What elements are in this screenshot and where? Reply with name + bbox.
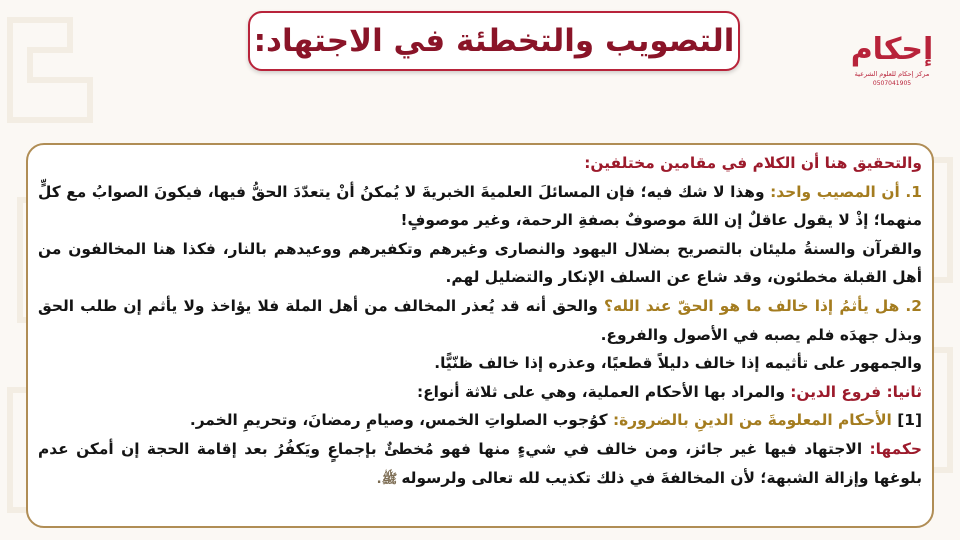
type-1-text: كوُجوب الصلواتِ الخمس، وصيامِ رمضانَ، وتحريمِ الخمر. — [189, 411, 613, 430]
point-2-text: والحق أنه قد يُعذر المخالف من أهل الملة فلا يؤاخذ ولا يأثم إن طلب الحق وبذل جهدَه فلم يصبه في الأصول والفروع. — [38, 296, 922, 344]
logo-subtitle: مركز إحكام للعلوم الشرعية — [854, 70, 930, 78]
point-2 — [38, 292, 922, 349]
type-1-label: الأحكام المعلومةَ من الدينِ بالضرورة: — [613, 411, 898, 430]
ruling-label: حكمها: — [869, 439, 922, 458]
page-title: التصويب والتخطئة في الاجتهاد: — [253, 23, 735, 59]
intro-line: والتحقيق هنا أن الكلام في مقامين مختلفين: — [584, 154, 922, 172]
type-1-number: [1] — [897, 411, 922, 430]
logo — [846, 22, 938, 94]
seal-glyph: ﷺ. — [376, 471, 398, 487]
title-box — [248, 11, 740, 71]
ruling-text: الاجتهاد فيها غير جائز، ومن خالف في شيءٍ منها فهو مُخطئٌ بإجماعٍ ويَكفُرُ بعد إقامة الحجة إن أمكن عدم بلوغها وإزالة الشبهة؛ لأن المخالفةَ في ذلك تكذيب لله تعالى ولرسوله — [38, 439, 922, 487]
point-1-label: 1. أن المصيب واحد: — [770, 182, 922, 201]
ruling — [38, 435, 922, 494]
content-body — [38, 149, 922, 494]
content-box — [26, 143, 934, 528]
logo-number: 0507041905 — [872, 80, 912, 87]
type-1 — [38, 406, 922, 435]
point-1-text: وهذا لا شك فيه؛ فإن المسائلَ العلميةَ الخبريةَ لا يُمكنُ أنْ يتعدّدَ الحقُّ فيها، فيكونَ الصوابُ مع كلٍّ منهما؛ إذْ لا يقول عاقلٌ إن اللهَ موصوفٌ بصفةِ الرحمة، وغير موصوفٍ! — [38, 182, 922, 230]
section-2-label: ثانيا: فروع الدين: — [790, 382, 922, 401]
point-3: والجمهور على تأثيمه إذا خالف دليلاً قطعيًا، وعذره إذا خالف ظنّيًّا. — [434, 354, 922, 373]
logo-name: إحكام — [850, 32, 934, 67]
section-2 — [38, 378, 922, 407]
point-1b: والقرآن والسنةُ مليئان بالتصريح بضلال اليهود والنصارى وغيرهم وتكفيرهم ووعيدهم بالنار، فكذا هنا المخالفون من أهل القبلة مخطئون، وقد شاع عن السلف الإنكار والتضليل لهم. — [38, 239, 922, 287]
section-2-text: والمراد بها الأحكام العملية، وهي على ثلاثة أنواع: — [416, 382, 791, 401]
point-1 — [38, 178, 922, 235]
point-2-label: 2. هل يأثمُ إذا خالف ما هو الحقّ عند الله؟ — [604, 296, 922, 315]
